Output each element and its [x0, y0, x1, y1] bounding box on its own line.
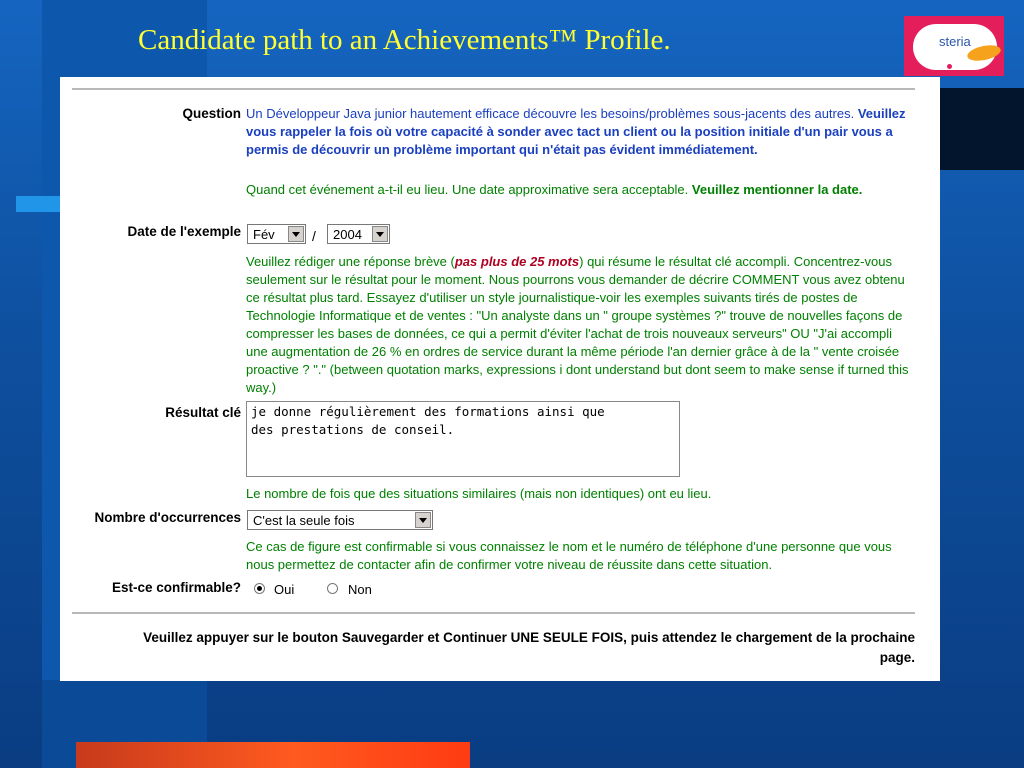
date-hint	[246, 181, 916, 199]
question-text-bold: Veuillez vous rappeler la fois où votre capacité à sonder avec tact un client ou la position initiale d'un pair vous a permis de découvrir un problème important qui n'était pas évident immédiatement.	[246, 106, 906, 157]
question-label: Question	[182, 106, 241, 121]
instructions-after: ) qui résume le résultat clé accompli. Concentrez-vous seulement sur le résultat pour le moment. Nous pourrons vous demander de décrire COMMENT vous avez obtenu ce résultat plus tard. Essayez d'utiliser un style journalistique-voir les exemples suivants tirés de postes de Technologie Informatique et de ventes : "Un analyste dans un " groupe systèmes ?" trouve de nouvelles façons de compresser les bases de données, ce qui a permit d'éviter l'achat de trois nouveaux serveurs" OU "J'ai accompli une augmentation de 26 % en ordres de service durant la même période l'an dernier grâce à de la " vente croisée proactive ? "." (between quotation marks, expressions i dont understand but dont seem to make sense if turned this way.)	[246, 254, 909, 395]
background-dash-decoration	[16, 196, 62, 212]
word-limit-warning: pas plus de 25 mots	[454, 254, 580, 269]
radio-oui[interactable]	[254, 583, 265, 594]
date-separator: /	[312, 228, 316, 244]
date-hint-bold: Veuillez mentionner la date.	[691, 182, 863, 197]
form-screenshot-panel	[60, 77, 940, 681]
footer-instruction: Veuillez appuyer sur le bouton Sauvegarder et Continuer UNE SEULE FOIS, puis attendez le chargement de la prochaine page.	[143, 630, 915, 665]
chevron-down-icon[interactable]	[288, 226, 304, 242]
chevron-down-icon[interactable]	[415, 512, 431, 528]
chevron-down-icon[interactable]	[372, 226, 388, 242]
month-value: Fév	[253, 227, 275, 242]
instructions-before: Veuillez rédiger une réponse brève (	[246, 254, 455, 269]
background-orange-bar	[76, 742, 470, 768]
logo-swoosh-icon	[966, 43, 1002, 64]
occurrences-hint: Le nombre de fois que des situations similaires (mais non identiques) ont eu lieu.	[246, 486, 712, 501]
result-textarea[interactable]: je donne régulièrement des formations ainsi que des prestations de conseil.	[246, 401, 680, 477]
top-divider	[72, 88, 915, 90]
confirm-label: Est-ce confirmable?	[111, 580, 241, 595]
logo-badge	[913, 24, 997, 70]
confirm-hint: Ce cas de figure est confirmable si vous connaissez le nom et le numéro de téléphone d'une personne que vous nous permettez de contacter afin de confirmer votre niveau de réussite dans cette situation.	[246, 539, 892, 572]
instructions-text	[246, 253, 916, 397]
occurrences-value: C'est la seule fois	[253, 513, 355, 528]
bottom-divider	[72, 612, 915, 614]
logo-text: steria	[939, 34, 971, 49]
steria-logo	[904, 16, 1004, 76]
logo-dot-icon	[947, 64, 952, 69]
radio-oui-label[interactable]: Oui	[274, 582, 295, 597]
question-text	[246, 105, 916, 159]
year-value: 2004	[333, 227, 362, 242]
date-hint-normal: Quand cet événement a-t-il eu lieu. Une date approximative sera acceptable.	[246, 182, 689, 197]
radio-non[interactable]	[327, 583, 338, 594]
question-text-normal: Un Développeur Java junior hautement efficace découvre les besoins/problèmes sous-jacents des autres.	[246, 106, 855, 121]
occurrences-label: Nombre d'occurrences	[94, 510, 241, 525]
slide-title: Candidate path to an Achievements™ Profile.	[138, 24, 671, 56]
occurrences-select[interactable]	[247, 510, 433, 530]
background-dark-block	[938, 88, 1024, 170]
radio-non-label[interactable]: Non	[348, 582, 372, 597]
month-select[interactable]	[247, 224, 306, 244]
date-label: Date de l'exemple	[127, 224, 241, 239]
result-label: Résultat clé	[165, 405, 241, 420]
year-select[interactable]	[327, 224, 390, 244]
